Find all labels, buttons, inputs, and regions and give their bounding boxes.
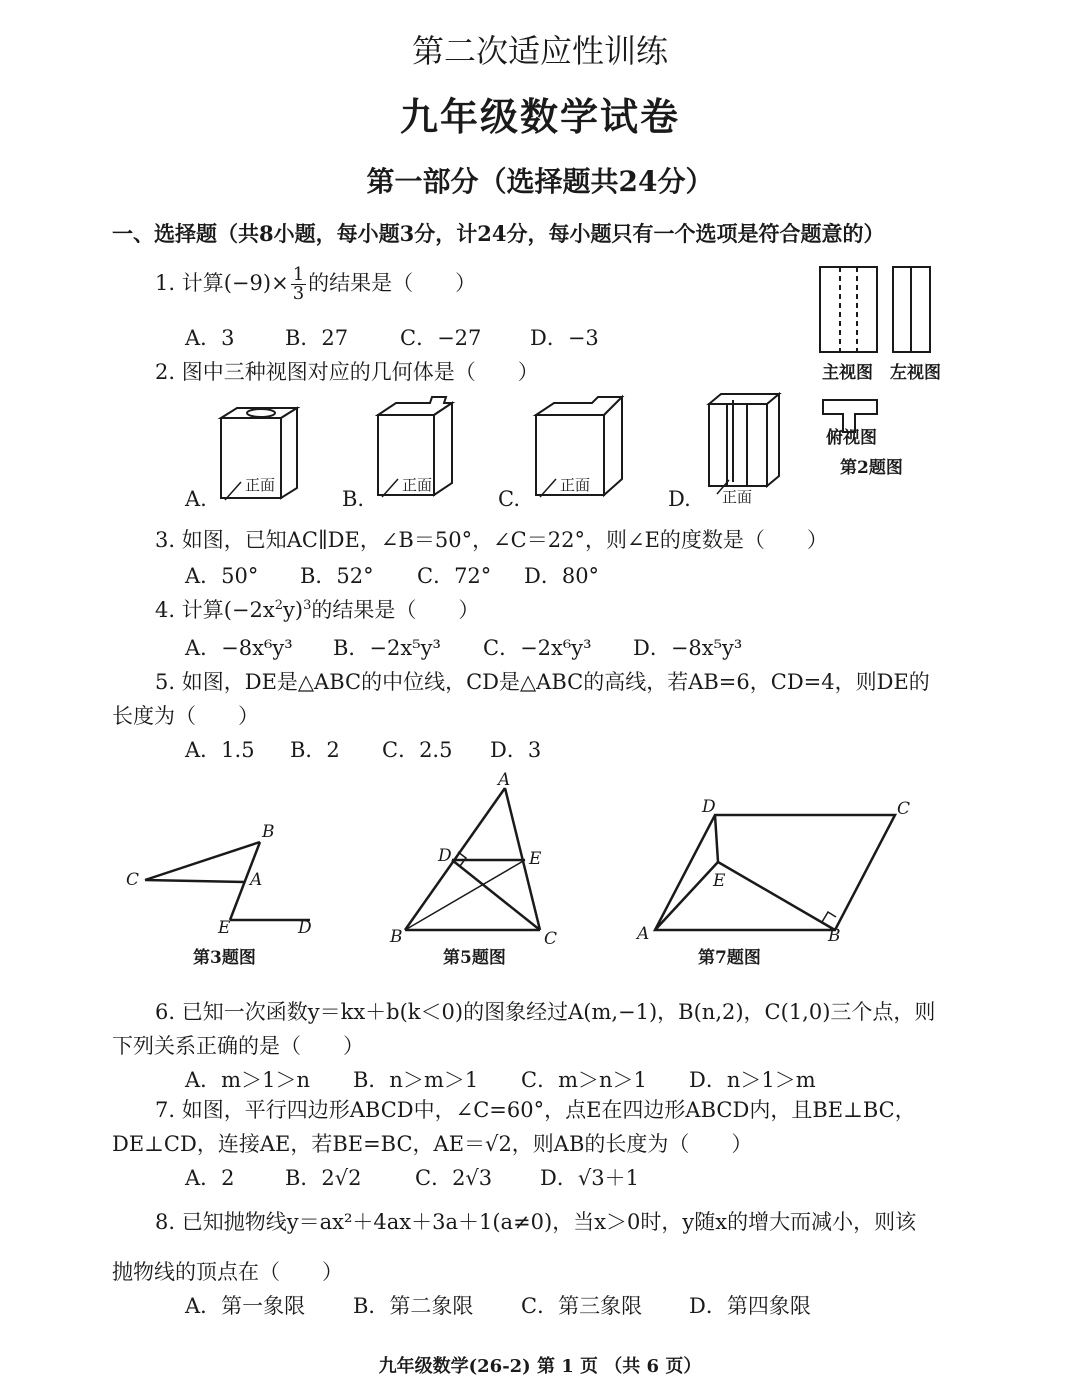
solid-d-front-label: 正面 xyxy=(722,488,753,506)
q5-line2: 长度为（ ） xyxy=(112,704,259,728)
question-2 xyxy=(155,356,539,386)
fig3-label-e: E xyxy=(218,918,231,938)
figure-5 xyxy=(380,770,580,950)
q3-option-d[interactable]: D．80° xyxy=(524,564,600,588)
q2-option-b[interactable]: B. xyxy=(342,487,365,511)
q8-options xyxy=(185,1290,811,1320)
fig7-label-d: D xyxy=(702,797,716,817)
q1-frac-numerator: 1 xyxy=(292,264,305,285)
section-heading: 一、选择题（共8小题，每小题3分，计24分，每小题只有一个选项是符合题意的） xyxy=(112,221,885,246)
q1-options xyxy=(185,322,599,352)
fig7-segment-DE xyxy=(715,815,718,862)
front-view-label: 主视图 xyxy=(822,363,873,383)
solid-a-front-label: 正面 xyxy=(245,476,276,494)
fig7-segment-BE xyxy=(718,862,835,930)
fig3-segment-CA xyxy=(145,880,245,882)
q5-option-a[interactable]: A．1.5 xyxy=(185,738,255,762)
q2-figure-caption: 第2题图 xyxy=(840,458,903,478)
q4-option-b[interactable]: B．−2x⁵y³ xyxy=(333,636,441,660)
fig3-label-b: B xyxy=(262,822,275,842)
fig3-segment-CB xyxy=(145,842,260,880)
part-heading: 第一部分（选择题共24分） xyxy=(366,165,714,198)
exam-title: 九年级数学试卷 xyxy=(399,94,680,139)
question-6-line1 xyxy=(155,996,935,1026)
q1-option-b[interactable]: B．27 xyxy=(285,326,349,350)
q5-number: 5. xyxy=(155,670,176,694)
q7-option-c[interactable]: C．2√3 xyxy=(415,1166,493,1190)
question-7-line1 xyxy=(155,1094,916,1124)
q3-number: 3. xyxy=(155,528,176,552)
fig7-label-a: A xyxy=(637,924,650,944)
front-view-rect xyxy=(820,267,877,352)
q4-options xyxy=(185,632,742,662)
q3-text: 如图，已知AC∥DE，∠B＝50°，∠C＝22°，则∠E的度数是（ ） xyxy=(181,528,828,552)
q1-frac-denominator: 3 xyxy=(292,283,305,304)
fig7-parallelogram xyxy=(655,815,895,930)
q8-number: 8. xyxy=(155,1210,176,1234)
fig7-right-angle-mark xyxy=(822,912,836,922)
fig7-label-c: C xyxy=(897,799,911,819)
q6-line1: 已知一次函数y＝kx＋b(k＜0)的图象经过A(m,−1)，B(n,2)，C(1,0)三个点，则 xyxy=(181,1000,936,1024)
figure-7 xyxy=(640,790,920,950)
solid-d xyxy=(703,390,793,500)
fig3-label-d: D xyxy=(298,918,312,938)
fig5-label-b: B xyxy=(390,927,403,947)
q1-option-a[interactable]: A．3 xyxy=(185,326,235,350)
q2-option-c[interactable]: C. xyxy=(498,487,520,511)
q6-option-b[interactable]: B．n＞m＞1 xyxy=(353,1068,479,1092)
question-1 xyxy=(155,266,476,303)
fig5-label-c: C xyxy=(544,929,558,949)
q1-option-d[interactable]: D．−3 xyxy=(530,326,599,350)
q7-number: 7. xyxy=(155,1098,176,1122)
fig3-label-c: C xyxy=(126,870,140,890)
q4-text-a: 计算(−2x xyxy=(181,598,275,622)
question-3 xyxy=(155,524,828,554)
q2-number: 2. xyxy=(155,360,176,384)
q4-number: 4. xyxy=(155,598,176,622)
q8-option-d[interactable]: D．第四象限 xyxy=(689,1294,811,1318)
q1-text-b: 的结果是（ ） xyxy=(308,271,477,295)
fig5-caption: 第5题图 xyxy=(443,948,506,968)
q3-option-b[interactable]: B．52° xyxy=(300,564,374,588)
q6-option-d[interactable]: D．n＞1＞m xyxy=(689,1068,816,1092)
q7-option-a[interactable]: A．2 xyxy=(185,1166,235,1190)
q2-option-a[interactable]: A. xyxy=(185,487,207,511)
fig5-label-e: E xyxy=(529,849,542,869)
q5-option-d[interactable]: D．3 xyxy=(490,738,542,762)
q6-option-a[interactable]: A．m＞1＞n xyxy=(185,1068,310,1092)
fig7-label-b: B xyxy=(828,926,841,946)
q6-options xyxy=(185,1064,816,1094)
fig5-label-a: A xyxy=(498,770,511,790)
fig3-caption: 第3题图 xyxy=(193,948,256,968)
page-footer: 九年级数学(26-2) 第 1 页 （共 6 页） xyxy=(378,1356,702,1377)
q8-line1: 已知抛物线y＝ax²＋4ax＋3a＋1(a≠0)，当x＞0时，y随x的增大而减小，则该 xyxy=(181,1210,917,1234)
q2-text: 图中三种视图对应的几何体是（ ） xyxy=(181,360,539,384)
q8-line2: 抛物线的顶点在（ ） xyxy=(112,1260,343,1284)
top-view-label: 俯视图 xyxy=(826,428,877,448)
q1-option-c[interactable]: C．−27 xyxy=(400,326,482,350)
q1-fraction xyxy=(291,266,306,303)
q7-line1: 如图，平行四边形ABCD中，∠C=60°，点E在四边形ABCD内，且BE⊥BC， xyxy=(181,1098,916,1122)
q5-options xyxy=(185,734,541,764)
q7-option-b[interactable]: B．2√2 xyxy=(285,1166,362,1190)
question-4: 4. 计算$(-2x^2y)^3$的结果是（ ） xyxy=(155,598,480,622)
fig7-label-e: E xyxy=(713,871,726,891)
q1-number: 1. xyxy=(155,271,176,295)
q3-option-a[interactable]: A．50° xyxy=(185,564,259,588)
fig3-label-a: A xyxy=(250,870,263,890)
fig5-label-d: D xyxy=(438,846,452,866)
q8-option-a[interactable]: A．第一象限 xyxy=(185,1294,306,1318)
question-8-line1 xyxy=(155,1206,916,1236)
q3-options xyxy=(185,560,599,590)
q4-text-b: y) xyxy=(283,598,304,622)
q4-option-a[interactable]: A．−8x⁶y³ xyxy=(185,636,293,660)
q4-option-d[interactable]: D．−8x⁵y³ xyxy=(633,636,743,660)
q5-option-c[interactable]: C．2.5 xyxy=(382,738,453,762)
q5-option-b[interactable]: B．2 xyxy=(290,738,340,762)
left-view-label: 左视图 xyxy=(890,363,941,383)
question-5-line1 xyxy=(155,666,930,696)
fig7-caption: 第7题图 xyxy=(698,948,761,968)
solid-b-front-label: 正面 xyxy=(402,476,433,494)
q4-option-c[interactable]: C．−2x⁶y³ xyxy=(483,636,592,660)
q7-options xyxy=(185,1162,639,1192)
q7-line2: DE⊥CD，连接AE，若BE=BC，AE＝√2，则AB的长度为（ ） xyxy=(112,1132,753,1156)
q8-option-c[interactable]: C．第三象限 xyxy=(521,1294,643,1318)
q7-option-d[interactable]: D．√3＋1 xyxy=(540,1166,639,1190)
exam-subtitle: 第二次适应性训练 xyxy=(411,32,668,70)
q6-number: 6. xyxy=(155,1000,176,1024)
q6-line2: 下列关系正确的是（ ） xyxy=(112,1034,364,1058)
q6-option-c[interactable]: C．m＞n＞1 xyxy=(521,1068,647,1092)
q8-option-b[interactable]: B．第二象限 xyxy=(353,1294,474,1318)
q1-text-a: 计算(−9)× xyxy=(181,271,289,295)
q3-option-c[interactable]: C．72° xyxy=(417,564,492,588)
q4-text-c: 的结果是（ ） xyxy=(311,598,480,622)
q5-line1: 如图，DE是△ABC的中位线，CD是△ABC的高线，若AB=6，CD=4，则DE的 xyxy=(181,670,930,694)
solid-c-front-label: 正面 xyxy=(560,476,591,494)
q2-option-d[interactable]: D. xyxy=(668,487,691,511)
